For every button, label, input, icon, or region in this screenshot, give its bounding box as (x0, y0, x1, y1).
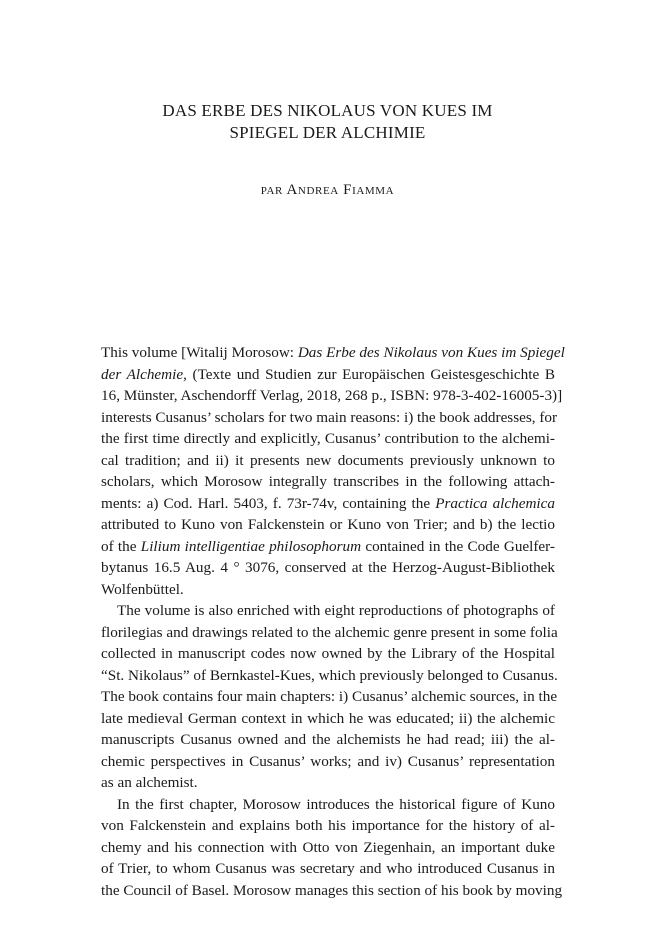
text-line: of the Lilium intelligentiae philosophorum contained in the Code Guelfer- (101, 537, 555, 555)
text-line: bytanus 16.5 Aug. 4 ° 3076, conserved at the Herzog-August-Bibliothek (101, 559, 555, 576)
italic-title: Practica alchemica (435, 494, 555, 512)
text-line: collected in manuscript codes now owned by the Library of the Hospital (101, 645, 555, 662)
text-line: chemic perspectives in Cusanus’ works; and iv) Cusanus’ representation (101, 752, 555, 770)
text-line: late medieval German context in which he was educated; ii) the alchemic (101, 709, 555, 727)
text-line: This volume [Witalij Morosow: Das Erbe des Nikolaus von Kues im Spiegel (101, 344, 565, 361)
text-line: The book contains four main chapters: i) Cusanus’ alchemic sources, in the (101, 688, 558, 705)
text-line: Wolfenbüttel. (101, 580, 184, 598)
text-line: the Council of Basel. Morosow manages this section of his book by moving (101, 881, 563, 899)
text-line: florilegias and drawings related to the alchemic genre present in some folia (101, 623, 558, 641)
paragraph (101, 794, 563, 902)
text-line: chemy and his connection with Otto von Ziegenhain, an important duke (101, 838, 555, 856)
text-line: ments: a) Cod. Harl. 5403, f. 73r-74v, containing the Practica alchemica (101, 494, 555, 512)
text-line: der Alchemie, (Texte und Studien zur Europäischen Geistesgeschichte B (101, 365, 555, 383)
italic-title: Das Erbe des Nikolaus von Kues im Spiegel (297, 344, 565, 361)
text-line: as an alchemist. (101, 774, 198, 791)
italic-title: der Alchemie (101, 365, 184, 383)
text-line: attributed to Kuno von Falckenstein or Kuno von Trier; and b) the lectio (101, 516, 555, 533)
review-body (101, 342, 565, 901)
paragraph (101, 342, 565, 600)
text-line: manuscripts Cusanus owned and the alchemists he had read; iii) the al- (101, 731, 555, 748)
text-line: “St. Nikolaus” of Bernkastel-Kues, which previously belonged to Cusanus. (101, 666, 558, 684)
text-line: interests Cusanus’ scholars for two main reasons: i) the book addresses, for (101, 408, 558, 426)
article-title-line-2: SPIEGEL DER ALCHIMIE (229, 123, 426, 142)
text-line: scholars, which Morosow integrally transcribes in the following attach- (101, 473, 555, 490)
text-line: the first time directly and explicitly, Cusanus’ contribution to the alchemi- (101, 430, 555, 447)
text-line: of Trier, to whom Cusanus was secretary and who introduced Cusanus in (101, 860, 555, 877)
paragraph (101, 600, 558, 794)
text-line: 16, Münster, Aschendorff Verlag, 2018, 268 p., ISBN: 978-3-402-16005-3)] (101, 387, 563, 404)
italic-title: Lilium intelligentiae philosophorum (140, 537, 362, 555)
text-line: von Falckenstein and explains both his importance for the history of al- (101, 817, 555, 834)
text-line: The volume is also enriched with eight reproductions of photographs of (117, 602, 555, 619)
text-line: In the first chapter, Morosow introduces the historical figure of Kuno (117, 795, 555, 813)
text-line: cal tradition; and ii) it presents new documents previously unknown to (101, 451, 555, 469)
author-byline: par Andrea Fiamma (260, 182, 395, 198)
article-title-line-1: DAS ERBE DES NIKOLAUS VON KUES IM (162, 101, 493, 120)
